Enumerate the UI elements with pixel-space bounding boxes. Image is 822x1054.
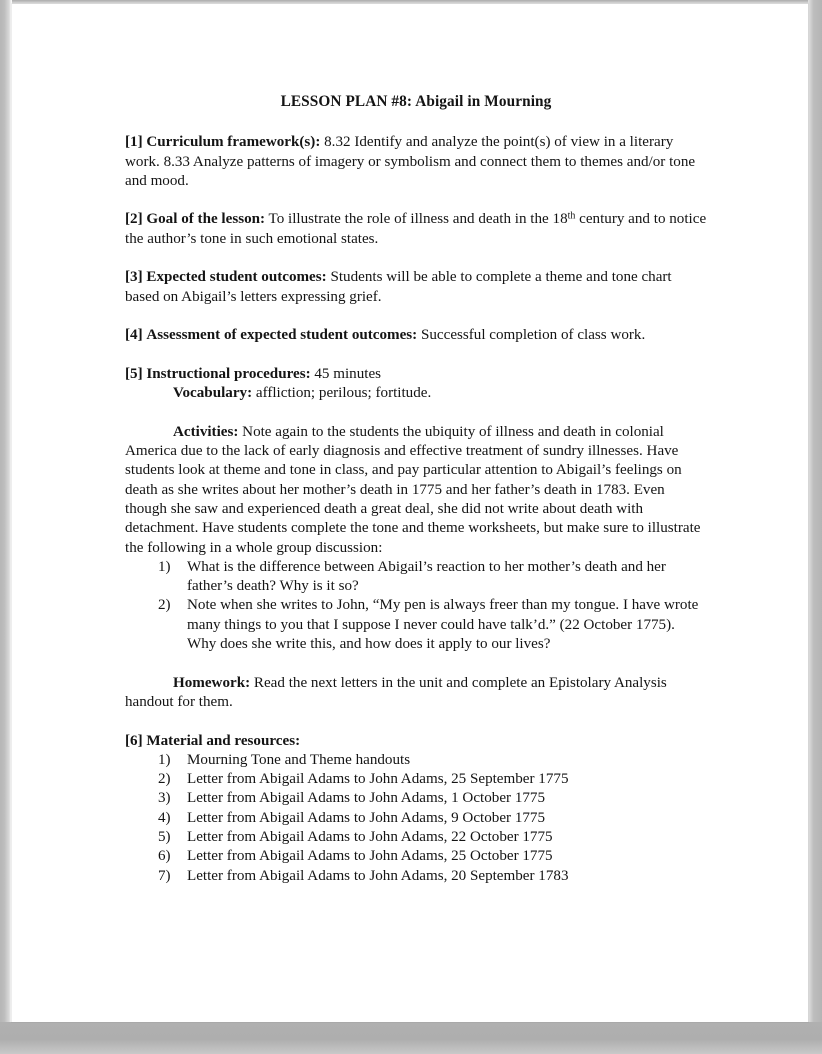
section-1-number: [1] bbox=[125, 134, 143, 151]
list-item bbox=[125, 828, 707, 847]
vocabulary-line bbox=[125, 384, 707, 403]
list-item-text: Letter from Abigail Adams to John Adams, 22 October 1775 bbox=[187, 828, 553, 845]
homework-label: Homework: bbox=[173, 674, 251, 691]
list-item bbox=[125, 751, 707, 770]
section-3-number: [3] bbox=[125, 269, 143, 286]
list-marker: 4) bbox=[158, 809, 171, 826]
section-expected-outcomes bbox=[125, 268, 707, 307]
list-marker: 6) bbox=[158, 848, 171, 865]
list-item bbox=[125, 770, 707, 789]
list-marker: 2) bbox=[158, 771, 171, 788]
list-item bbox=[125, 809, 707, 828]
section-5-number: [5] bbox=[125, 365, 143, 382]
spacer-2 bbox=[125, 249, 707, 268]
section-procedures-body: 45 minutes bbox=[310, 365, 382, 382]
list-marker: 2) bbox=[158, 597, 171, 614]
list-item bbox=[125, 847, 707, 866]
spacer-5 bbox=[125, 403, 707, 422]
homework-body: Read the next letters in the unit and complete an Epistolary Analysis handout for them. bbox=[125, 674, 667, 710]
section-outcomes-body: Students will be able to complete a theme and tone chart based on Abigail’s letters expressing grief. bbox=[125, 269, 672, 305]
section-goal-body-before: To illustrate the role of illness and death in the 18 bbox=[265, 211, 568, 228]
spacer-6 bbox=[125, 654, 707, 673]
section-assessment-label: Assessment of expected student outcomes: bbox=[146, 327, 418, 344]
page-right-shadow bbox=[808, 0, 822, 1054]
list-marker: 1) bbox=[158, 558, 171, 575]
section-procedures-label: Instructional procedures: bbox=[146, 365, 311, 382]
section-2-number: [2] bbox=[125, 211, 143, 228]
list-marker: 3) bbox=[158, 790, 171, 807]
section-goal-label: Goal of the lesson: bbox=[146, 211, 266, 228]
vocabulary-body: affliction; perilous; fortitude. bbox=[252, 385, 432, 402]
section-goal-superscript: th bbox=[567, 211, 576, 222]
list-item-text: Note when she writes to John, “My pen is always freer than my tongue. I have wrote many things to you that I suppose I never could have talk’d.” (22 October 1775). Why does she write this, and how does it apply to our lives? bbox=[187, 597, 699, 653]
section-curriculum-framework bbox=[125, 133, 707, 191]
list-marker: 5) bbox=[158, 828, 171, 845]
list-item-text: Letter from Abigail Adams to John Adams, 9 October 1775 bbox=[187, 809, 546, 826]
section-6-number: [6] bbox=[125, 732, 143, 749]
list-item bbox=[125, 867, 707, 886]
list-item-text: Letter from Abigail Adams to John Adams, 25 October 1775 bbox=[187, 848, 553, 865]
list-marker: 1) bbox=[158, 751, 171, 768]
section-assessment bbox=[125, 326, 707, 345]
page-left-shadow bbox=[0, 0, 12, 1054]
section-instructional-procedures bbox=[125, 365, 707, 384]
section-curriculum-body: 8.32 Identify and analyze the point(s) of view in a literary work. 8.33 Analyze patterns of imagery or symbolism and connect them to themes and/or tone and mood. bbox=[125, 134, 696, 189]
homework-paragraph bbox=[125, 674, 707, 713]
activities-body: Note again to the students the ubiquity of illness and death in colonial America due to the lack of early diagnosis and effective treatment of sundry illnesses. Have students look at theme and tone in class, and pay particular attention to Abigail’s feelings on death as she writes about her mother’s death in 1775 and her father’s death in 1783. Even though she saw and experienced death a great deal, she did not write about death with detachment. Have students complete the tone and theme worksheets, but make sure to illustrate the following in a whole group discussion: bbox=[125, 423, 701, 556]
list-item-text: What is the difference between Abigail’s reaction to her mother’s death and her father’s death? Why is it so? bbox=[187, 558, 666, 595]
section-curriculum-label: Curriculum framework(s): bbox=[146, 134, 321, 151]
section-materials-resources bbox=[125, 732, 707, 751]
spacer-1 bbox=[125, 191, 707, 210]
list-item bbox=[125, 596, 707, 654]
section-4-number: [4] bbox=[125, 327, 143, 344]
discussion-questions-list bbox=[125, 558, 707, 654]
spacer-7 bbox=[125, 712, 707, 731]
materials-list bbox=[125, 751, 707, 886]
activities-paragraph bbox=[125, 423, 707, 558]
section-assessment-body: Successful completion of class work. bbox=[417, 327, 646, 344]
list-item-text: Letter from Abigail Adams to John Adams, 20 September 1783 bbox=[187, 867, 569, 884]
list-item-text: Mourning Tone and Theme handouts bbox=[187, 751, 411, 768]
list-marker: 7) bbox=[158, 867, 171, 884]
document-body bbox=[125, 92, 707, 886]
section-materials-label: Material and resources: bbox=[146, 732, 301, 749]
section-goal-of-lesson bbox=[125, 210, 707, 249]
spacer-3 bbox=[125, 307, 707, 326]
list-item-text: Letter from Abigail Adams to John Adams, 1 October 1775 bbox=[187, 790, 546, 807]
list-item bbox=[125, 789, 707, 808]
section-goal-body-after: century and to notice the author’s tone in such emotional states. bbox=[125, 211, 707, 247]
activities-label: Activities: bbox=[173, 423, 239, 440]
vocabulary-label: Vocabulary: bbox=[173, 385, 253, 402]
document-page bbox=[12, 4, 808, 1022]
document-title: LESSON PLAN #8: Abigail in Mourning bbox=[280, 93, 552, 110]
page-bottom-shadow bbox=[0, 1022, 822, 1054]
list-item bbox=[125, 558, 707, 597]
spacer-4 bbox=[125, 346, 707, 365]
list-item-text: Letter from Abigail Adams to John Adams, 25 September 1775 bbox=[187, 771, 569, 788]
section-outcomes-label: Expected student outcomes: bbox=[146, 269, 327, 286]
